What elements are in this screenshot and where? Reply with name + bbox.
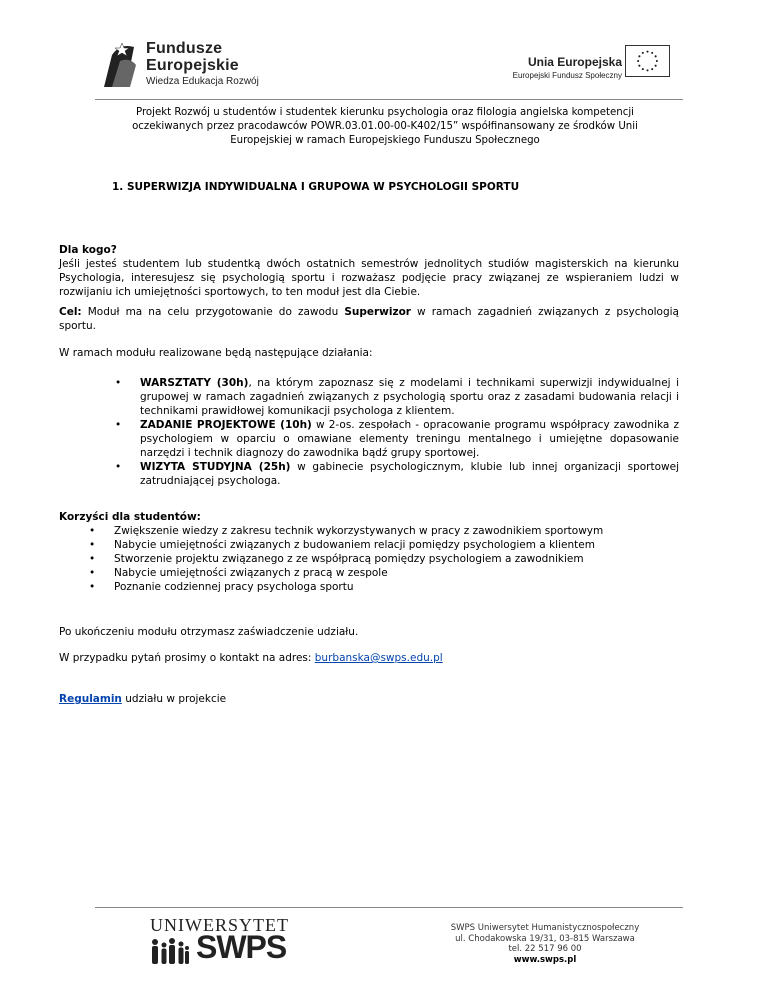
list-item — [89, 552, 684, 566]
eu-logo-title: Unia Europejska — [527, 55, 622, 69]
activity-title: WARSZTATY (30h) — [140, 377, 249, 389]
address-line: SWPS Uniwersytet Humanistycznospołeczny — [450, 923, 640, 933]
university-logo-line2: SWPS — [196, 929, 287, 965]
eu-logo-subtitle: Europejski Fundusz Społeczny — [512, 71, 622, 80]
fe-logo-line1: Fundusze — [146, 40, 223, 57]
bullet: • — [89, 553, 96, 565]
contact-line — [59, 652, 443, 664]
activity-text: w gabinecie psychologicznym, klubie lub innej organizacji sportowej zatrudniającej psychologa. — [140, 461, 679, 487]
regulamin-link[interactable]: Regulamin — [59, 693, 122, 705]
benefit-text: Stworzenie projektu związanego z ze współpracą pomiędzy psychologiem a zawodnikiem — [114, 553, 584, 565]
activity-title: WIZYTA STUDYJNA (25h) — [140, 461, 291, 473]
benefit-text: Zwiększenie wiedzy z zakresu technik wykorzystywanych w pracy z zawodnikiem sportowym — [114, 525, 604, 537]
bullet: • — [89, 539, 96, 551]
contact-email-link[interactable]: burbanska@swps.edu.pl — [314, 652, 443, 664]
benefit-text: Nabycie umiejętności związanych z pracą w zespole — [114, 567, 388, 579]
regulamin-line — [59, 693, 226, 705]
eu-star — [655, 65, 657, 67]
certificate-note: Po ukończeniu modułu otrzymasz zaświadczenie udziału. — [59, 626, 359, 638]
address-line: tel. 22 517 96 00 — [508, 944, 582, 954]
benefits-heading: Korzyści dla studentów: — [59, 511, 201, 523]
bullet: • — [89, 525, 96, 537]
who-text: Jeśli jesteś studentem lub studentką dwóch ostatnich semestrów jednolitych studiów magisterskich na kierunku Psychologia, interesujesz się psychologią sportu i rozważasz podjęcie pracy związanej ze wspieraniem ludzi w rozwijaniu ich umiejętności sportowych, to ten moduł jest dla Ciebie. — [59, 258, 679, 298]
regulamin-rest: udziału w projekcie — [121, 693, 227, 705]
eu-star — [642, 52, 644, 54]
eu-star — [638, 55, 640, 57]
eu-star — [646, 51, 648, 53]
who-heading: Dla kogo? — [59, 244, 117, 256]
section-title: 1. SUPERWIZJA INDYWIDUALNA I GRUPOWA W PSYCHOLOGII SPORTU — [112, 181, 520, 193]
goal-bold: Superwizor — [344, 306, 411, 318]
eu-star — [642, 68, 644, 70]
eu-star — [637, 60, 639, 62]
activity-title: ZADANIE PROJEKTOWE (10h) — [140, 419, 312, 431]
list-item — [115, 418, 679, 460]
benefit-text: Nabycie umiejętności związanych z budowaniem relacji pomiędzy psychologiem a klientem — [114, 539, 595, 551]
list-item — [115, 376, 679, 418]
address-line: ul. Chodakowska 19/31, 03-815 Warszawa — [455, 933, 635, 944]
university-logo-line1: UNIWERSYTET — [150, 915, 289, 935]
bullet: • — [115, 419, 122, 431]
bullet: • — [115, 377, 122, 389]
swps-figures-icon — [150, 936, 190, 966]
bullet: • — [115, 461, 122, 473]
goal-text-2: w ramach zagadnień związanych z psychologią sportu. — [59, 306, 679, 332]
activities-list — [115, 376, 679, 488]
eu-star — [651, 52, 653, 54]
eu-star — [655, 55, 657, 57]
eu-star — [638, 65, 640, 67]
activity-text: , na którym zapoznasz się z modelami i technikami superwizji indywidualnej i grupowej w ramach zagadnień związanych z psychologią sportu oraz z zasadami budowania relacji i technikami prawidłowej komunikacji psychologa z klientem. — [140, 377, 679, 417]
eu-flag-icon — [625, 45, 670, 77]
bullet: • — [89, 567, 96, 579]
activity-text: w 2-os. zespołach - opracowanie programu współpracy zawodnika z psychologiem w oparciu o omawiane elementy treningu mentalnego i umiejętne dopasowanie narzędzi i technik diagnozy do zawodnika bądź grupy sportowej. — [140, 419, 679, 459]
footer-address — [420, 923, 670, 965]
goal-paragraph — [59, 305, 679, 333]
list-item — [89, 566, 684, 580]
goal-text-1: Moduł ma na celu przygotowanie do zawodu — [81, 306, 345, 318]
footer-divider — [95, 907, 683, 908]
list-item — [89, 580, 684, 594]
list-item — [89, 538, 684, 552]
goal-label: Cel: — [59, 306, 82, 318]
eu-star — [651, 68, 653, 70]
list-item — [115, 460, 679, 488]
project-description: Projekt Rozwój u studentów i studentek kierunku psychologia oraz filologia angielska kompetencji oczekiwanych przez pracodawców POWR.03.01.00-00-K402/15” współfinansowany ze środków Unii Europejskiej w ramach Europejskiego Funduszu Społecznego — [132, 107, 638, 146]
header-divider — [95, 99, 683, 100]
website-link[interactable]: www.swps.pl — [513, 954, 577, 965]
fe-logo-line2: Europejskie — [146, 57, 239, 74]
list-item — [89, 524, 684, 538]
bullet: • — [89, 581, 96, 593]
activities-intro: W ramach modułu realizowane będą następujące działania: — [59, 347, 373, 359]
eu-star — [656, 60, 658, 62]
benefit-text: Poznanie codziennej pracy psychologa sportu — [114, 581, 354, 593]
contact-text: W przypadku pytań prosimy o kontakt na adres: — [59, 652, 315, 664]
eu-star — [646, 69, 648, 71]
benefits-list — [89, 524, 684, 594]
fe-logo-tagline: Wiedza Edukacja Rozwój — [146, 76, 259, 87]
